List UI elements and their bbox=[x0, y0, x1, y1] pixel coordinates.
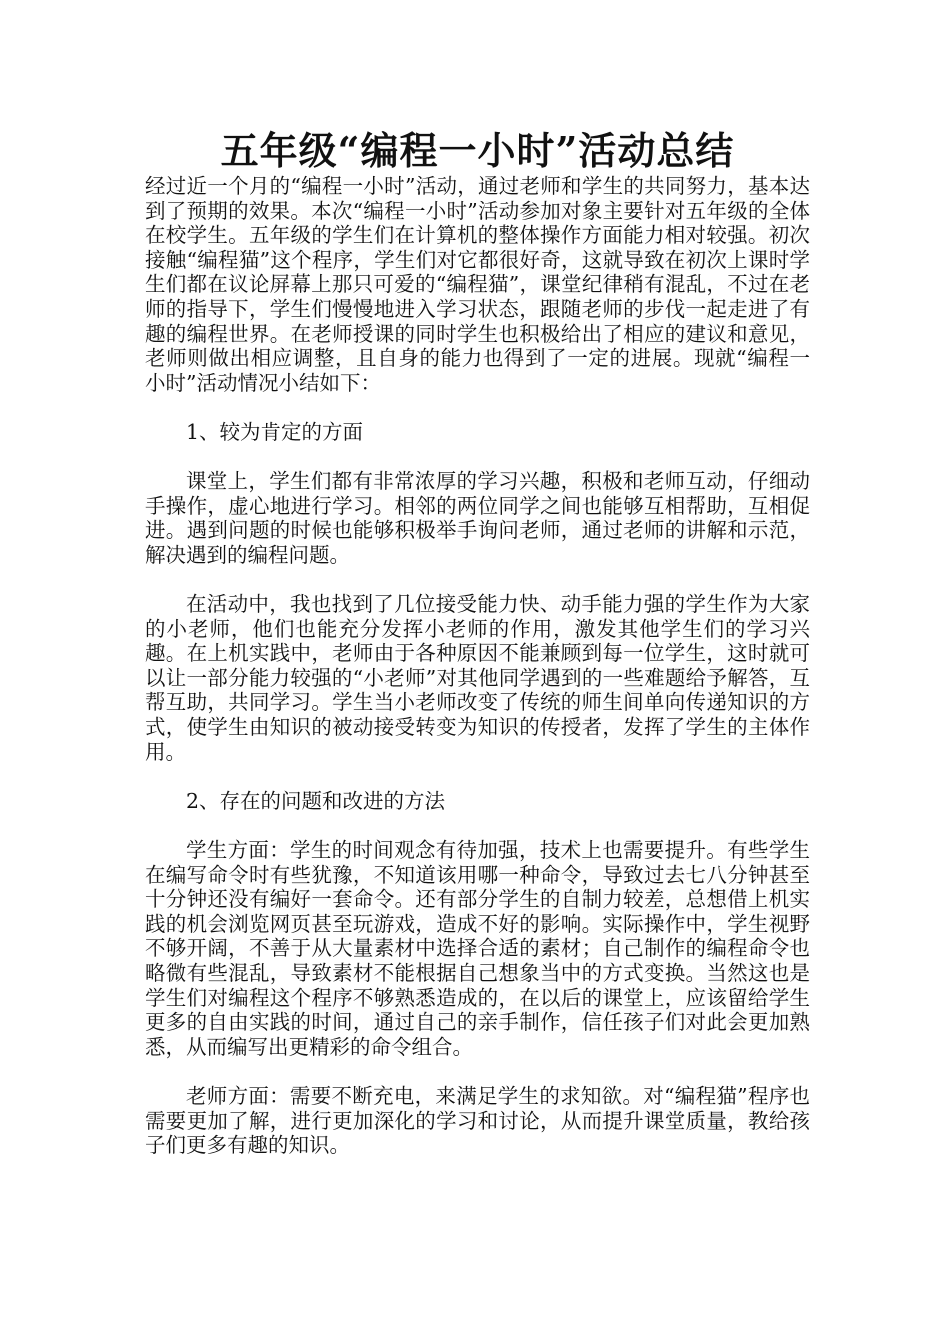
paragraph-gap bbox=[145, 813, 810, 838]
section-2-paragraph-1: 学生方面：学生的时间观念有待加强，技术上也需要提升。有些学生在编写命令时有些犹豫，不知道该用哪一种命令，导致过去七八分钟甚至十分钟还没有编好一套命令。还有部分学生的自制力较差，总想借上机实践的机会浏览网页甚至玩游戏，造成不好的影响。实际操作中，学生视野不够开阔，不善于从大量素材中选择合适的素材；自己制作的编程命令也略微有些混乱，导致素材不能根据自己想象当中的方式变换。当然这也是学生们对编程这个程序不够熟悉造成的，在以后的课堂上，应该留给学生更多的自由实践的时间，通过自己的亲手制作，信任孩子们对此会更加熟悉，从而编写出更精彩的命令组合。 bbox=[145, 838, 810, 1059]
section-2-heading: 2、存在的问题和改进的方法 bbox=[186, 788, 446, 813]
section-1-heading: 1、较为肯定的方面 bbox=[186, 419, 364, 444]
document-page bbox=[145, 128, 810, 1158]
paragraph-gap bbox=[145, 395, 810, 420]
paragraph-gap bbox=[145, 1059, 810, 1084]
section-1-paragraph-2: 在活动中，我也找到了几位接受能力快、动手能力强的学生作为大家的小老师，他们也能充分发挥小老师的作用，激发其他学生们的学习兴趣。在上机实践中，老师由于各种原因不能兼顾到每一位学生，这时就可以让一部分能力较强的“小老师”对其他同学遇到的一些难题给予解答，互帮互助，共同学习。学生当小老师改变了传统的师生间单向传递知识的方式，使学生由知识的被动接受转变为知识的传授者，发挥了学生的主体作用。 bbox=[145, 592, 810, 764]
intro-paragraph: 经过近一个月的“编程一小时”活动，通过老师和学生的共同努力，基本达到了预期的效果。本次“编程一小时”活动参加对象主要针对五年级的全体在校学生。五年级的学生们在计算机的整体操作方面能力相对较强。初次接触“编程猫”这个程序，学生们对它都很好奇，这就导致在初次上课时学生们都在议论屏幕上那只可爱的“编程猫”，课堂纪律稍有混乱，不过在老师的指导下，学生们慢慢地进入学习状态，跟随老师的步伐一起走进了有趣的编程世界。在老师授课的同时学生也积极给出了相应的建议和意见，老师则做出相应调整，且自身的能力也得到了一定的进展。现就“编程一小时”活动情况小结如下： bbox=[145, 174, 810, 395]
section-1-paragraph-1: 课堂上，学生们都有非常浓厚的学习兴趣，积极和老师互动，仔细动手操作，虚心地进行学习。相邻的两位同学之间也能够互相帮助，互相促进。遇到问题的时候也能够积极举手询问老师，通过老师的讲解和示范，解决遇到的编程问题。 bbox=[145, 469, 810, 567]
document-title: 五年级“编程一小时”活动总结 bbox=[220, 128, 735, 173]
section-2-paragraph-2: 老师方面：需要不断充电，来满足学生的求知欲。对“编程猫”程序也需要更加了解，进行更加深化的学习和讨论，从而提升课堂质量，教给孩子们更多有趣的知识。 bbox=[145, 1083, 810, 1158]
paragraph-gap bbox=[145, 445, 810, 470]
paragraph-gap bbox=[145, 764, 810, 789]
paragraph-gap bbox=[145, 568, 810, 593]
